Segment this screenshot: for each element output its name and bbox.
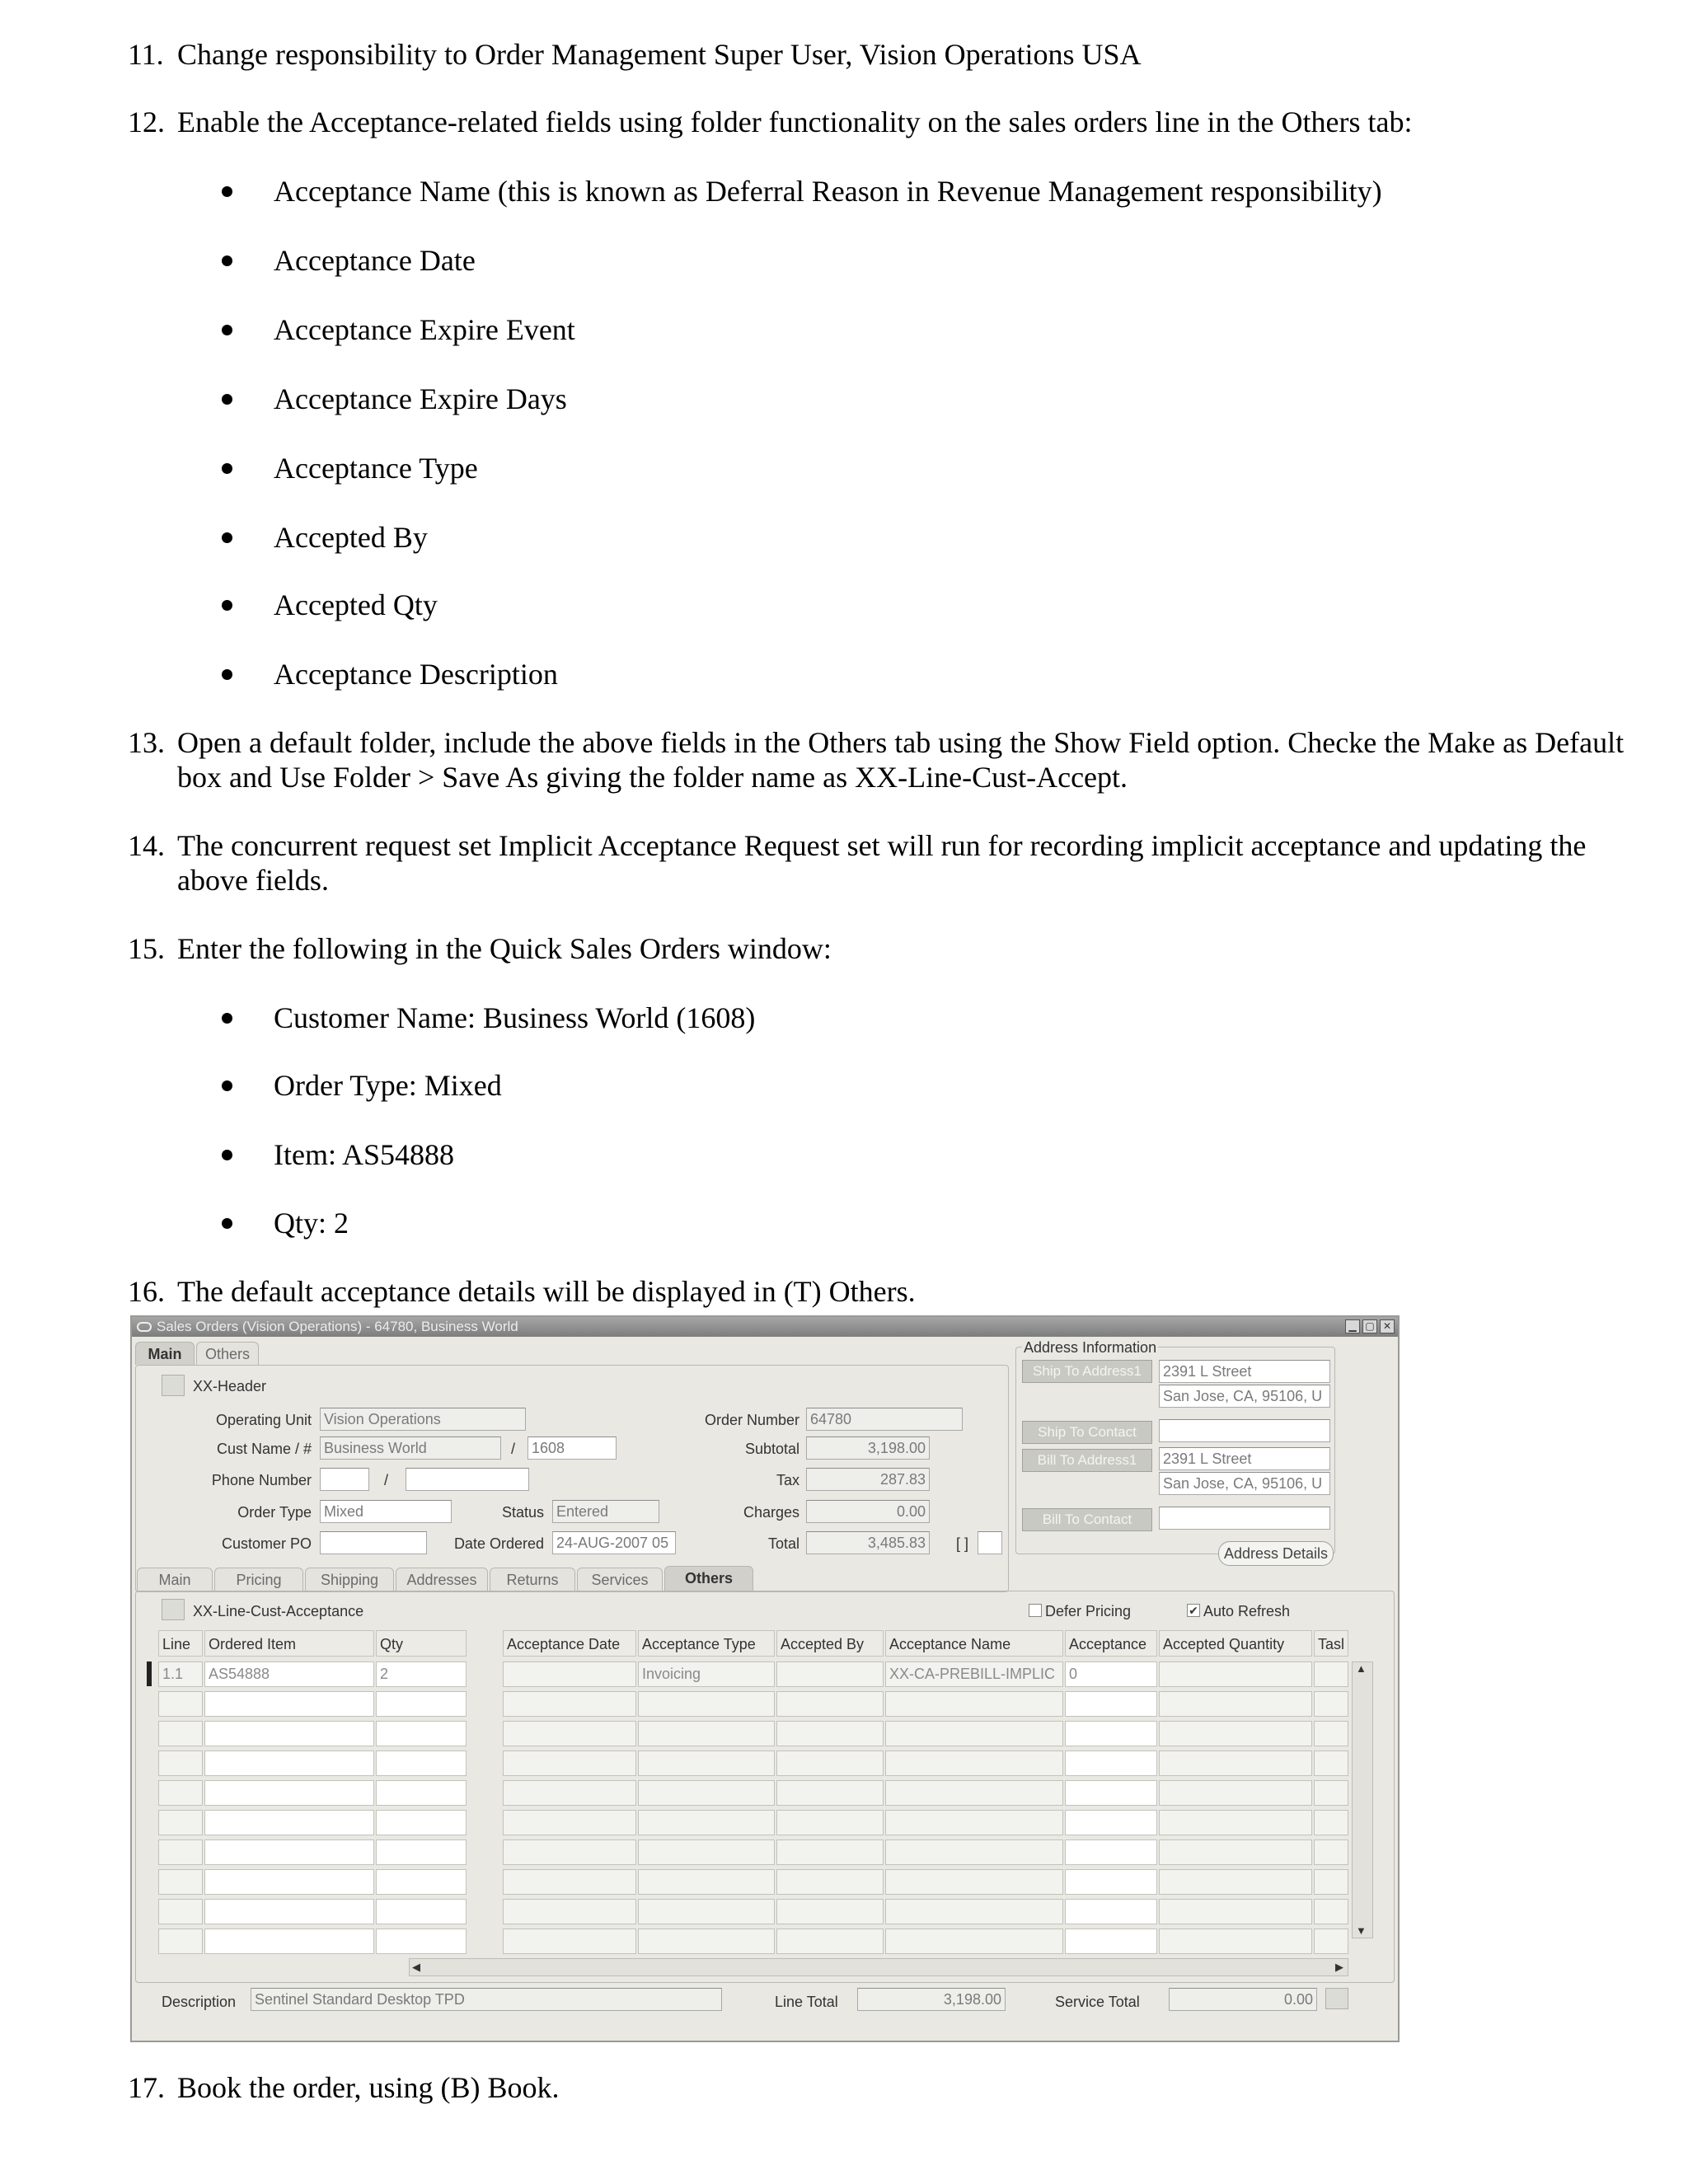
step-text: Enable the Acceptance-related fields using folder functionality on the sales orders line in the Others tab: xyxy=(177,105,1413,138)
sales-orders-window xyxy=(130,1315,1400,2042)
cell-qty[interactable] xyxy=(376,1810,467,1835)
order-number-field[interactable]: 64780 xyxy=(806,1408,963,1431)
step-15 xyxy=(128,931,1636,966)
column-header-qty[interactable]: Qty xyxy=(376,1630,467,1657)
cell-tasks[interactable] xyxy=(1314,1840,1348,1865)
status-label: Status xyxy=(501,1504,544,1521)
auto-refresh-label: Auto Refresh xyxy=(1203,1603,1291,1619)
ship-to-contact-button[interactable]: Ship To Contact xyxy=(1022,1421,1152,1444)
cell-acceptance-date[interactable] xyxy=(503,1810,636,1835)
tab-main[interactable]: Main xyxy=(135,1342,195,1365)
cell-acceptance[interactable] xyxy=(1065,1750,1157,1776)
phone-area-field[interactable] xyxy=(320,1468,369,1491)
cell-qty[interactable] xyxy=(376,1840,467,1865)
cell-acceptance-name[interactable] xyxy=(885,1750,1063,1776)
bullet-icon xyxy=(222,1218,232,1229)
step-text: The concurrent request set Implicit Acceptance Request set will run for recording implicit acceptance and updating the above fields. xyxy=(177,829,1587,897)
operating-unit-label: Operating Unit xyxy=(215,1412,312,1428)
ship-to-address-button[interactable]: Ship To Address1 xyxy=(1022,1360,1152,1383)
cell-tasks[interactable] xyxy=(1314,1721,1348,1746)
step-text: Open a default folder, include the above fields in the Others tab using the Show Field option. Checke the Make as Default box and Use Folder > Save As giving the folder name as XX-Line-Cust-Accept. xyxy=(177,726,1625,794)
cell-qty[interactable] xyxy=(376,1899,467,1924)
cell-acceptance[interactable] xyxy=(1065,1691,1157,1717)
cell-acceptance-type[interactable] xyxy=(638,1929,775,1954)
total-field[interactable]: 3,485.83 xyxy=(806,1531,930,1554)
line-total-label: Line Total xyxy=(775,1994,838,2010)
date-ordered-field[interactable]: 24-AUG-2007 05 xyxy=(552,1531,676,1554)
cell-accepted-by[interactable] xyxy=(776,1750,884,1776)
cell-acceptance-name[interactable] xyxy=(885,1691,1063,1717)
cell-tasks[interactable] xyxy=(1314,1750,1348,1776)
cell-acceptance-name[interactable] xyxy=(885,1869,1063,1895)
step-number: 15. xyxy=(128,932,165,965)
cell-ordered-item[interactable] xyxy=(204,1810,374,1835)
step-number: 13. xyxy=(128,726,165,759)
cell-acceptance-type[interactable] xyxy=(638,1869,775,1895)
tab-line-shipping[interactable]: Shipping xyxy=(305,1568,394,1591)
tools-icon[interactable] xyxy=(1325,1988,1348,2009)
customer-po-field[interactable] xyxy=(320,1531,427,1554)
vertical-scrollbar[interactable] xyxy=(1352,1661,1373,1938)
cell-acceptance-name[interactable]: XX-CA-PREBILL-IMPLIC xyxy=(885,1661,1063,1687)
step-number: 14. xyxy=(128,829,165,862)
cell-ordered-item[interactable] xyxy=(204,1869,374,1895)
step-13 xyxy=(128,725,1636,794)
cell-line[interactable] xyxy=(158,1721,203,1746)
cell-accepted-quantity[interactable] xyxy=(1159,1691,1312,1717)
separator-slash: / xyxy=(511,1441,516,1457)
header-folder-name: XX-Header xyxy=(193,1378,267,1394)
step-12 xyxy=(128,105,1636,139)
step-number: 17. xyxy=(128,2071,165,2104)
phone-number-field[interactable] xyxy=(406,1468,529,1491)
cell-accepted-by[interactable] xyxy=(776,1869,884,1895)
bill-to-contact-field[interactable] xyxy=(1159,1507,1330,1530)
cell-accepted-quantity[interactable] xyxy=(1159,1661,1312,1687)
total-label: Total xyxy=(767,1535,799,1552)
cell-acceptance-date[interactable] xyxy=(503,1869,636,1895)
tab-others[interactable]: Others xyxy=(196,1342,259,1365)
column-header-line[interactable]: Line xyxy=(158,1630,203,1657)
cell-acceptance-type[interactable] xyxy=(638,1721,775,1746)
cell-qty[interactable] xyxy=(376,1780,467,1806)
service-total-label: Service Total xyxy=(1055,1994,1140,2010)
customer-po-label: Customer PO xyxy=(221,1535,312,1552)
phone-number-label: Phone Number xyxy=(211,1472,312,1488)
cell-line[interactable] xyxy=(158,1691,203,1717)
bullet-icon xyxy=(222,255,232,266)
operating-unit-field[interactable]: Vision Operations xyxy=(320,1408,526,1431)
window-icon xyxy=(137,1322,152,1332)
address-information-label: Address Information xyxy=(1022,1337,1158,1358)
bullet-icon xyxy=(222,669,232,680)
ship-to-address-line1[interactable]: 2391 L Street xyxy=(1159,1360,1330,1383)
date-ordered-label: Date Ordered xyxy=(453,1535,544,1552)
cell-acceptance[interactable] xyxy=(1065,1869,1157,1895)
customer-number-field[interactable]: 1608 xyxy=(528,1436,617,1460)
cell-accepted-by[interactable] xyxy=(776,1661,884,1687)
cell-acceptance[interactable] xyxy=(1065,1899,1157,1924)
charges-field[interactable]: 0.00 xyxy=(806,1500,930,1523)
column-header-acceptance-date[interactable]: Acceptance Date xyxy=(503,1630,636,1657)
tab-line-others[interactable]: Others xyxy=(664,1566,753,1591)
scroll-up-icon[interactable]: ▲ xyxy=(1356,1662,1367,1675)
cell-acceptance-date[interactable] xyxy=(503,1721,636,1746)
step-text: The default acceptance details will be displayed in (T) Others. xyxy=(177,1275,916,1308)
order-type-field[interactable]: Mixed xyxy=(320,1500,452,1523)
cell-line[interactable] xyxy=(158,1929,203,1954)
cell-acceptance-date[interactable] xyxy=(503,1691,636,1717)
tab-line-services[interactable]: Services xyxy=(577,1568,663,1591)
step-text: Change responsibility to Order Management Super User, Vision Operations USA xyxy=(177,38,1142,71)
status-field[interactable]: Entered xyxy=(552,1500,659,1523)
tab-line-pricing[interactable]: Pricing xyxy=(214,1568,303,1591)
bullet-icon xyxy=(222,532,232,543)
cell-acceptance-type[interactable] xyxy=(638,1840,775,1865)
step-16 xyxy=(128,1274,1636,1309)
cell-accepted-quantity[interactable] xyxy=(1159,1750,1312,1776)
column-header-acceptance-type[interactable]: Acceptance Type xyxy=(638,1630,775,1657)
cell-accepted-quantity[interactable] xyxy=(1159,1721,1312,1746)
line-folder-name: XX-Line-Cust-Acceptance xyxy=(193,1603,364,1619)
subtotal-field[interactable]: 3,198.00 xyxy=(806,1436,930,1460)
cell-accepted-quantity[interactable] xyxy=(1159,1899,1312,1924)
cell-line[interactable] xyxy=(158,1780,203,1806)
cell-tasks[interactable] xyxy=(1314,1661,1348,1687)
folder-icon[interactable] xyxy=(162,1599,185,1620)
cell-accepted-by[interactable] xyxy=(776,1929,884,1954)
cell-acceptance-name[interactable] xyxy=(885,1840,1063,1865)
column-header-accepted-quantity[interactable]: Accepted Quantity xyxy=(1159,1630,1312,1657)
cell-qty[interactable] xyxy=(376,1869,467,1895)
address-details-button[interactable]: Address Details xyxy=(1218,1541,1334,1566)
scroll-right-icon[interactable]: ▶ xyxy=(1335,1961,1343,1973)
window-title: Sales Orders (Vision Operations) - 64780, Business World xyxy=(132,1317,1398,1337)
cell-ordered-item[interactable] xyxy=(204,1721,374,1746)
cell-acceptance[interactable] xyxy=(1065,1929,1157,1954)
cell-line[interactable] xyxy=(158,1840,203,1865)
horizontal-scrollbar[interactable] xyxy=(409,1958,1348,1976)
cell-line[interactable] xyxy=(158,1750,203,1776)
cell-accepted-by[interactable] xyxy=(776,1840,884,1865)
step-number: 12. xyxy=(128,105,165,138)
cell-accepted-by[interactable] xyxy=(776,1721,884,1746)
bill-to-address-line2[interactable]: San Jose, CA, 95106, U xyxy=(1159,1472,1330,1495)
cell-accepted-by[interactable] xyxy=(776,1810,884,1835)
cell-ordered-item[interactable]: AS54888 xyxy=(204,1661,374,1687)
minimize-icon[interactable]: ▁ xyxy=(1345,1319,1360,1333)
cell-tasks[interactable] xyxy=(1314,1780,1348,1806)
tab-line-returns[interactable]: Returns xyxy=(490,1568,575,1591)
step-14 xyxy=(128,828,1636,898)
service-total-field[interactable]: 0.00 xyxy=(1169,1988,1317,2011)
tax-label: Tax xyxy=(776,1472,799,1488)
order-number-label: Order Number xyxy=(704,1412,799,1428)
cell-line[interactable]: 1.1 xyxy=(158,1661,203,1687)
cell-accepted-quantity[interactable] xyxy=(1159,1840,1312,1865)
cell-line[interactable] xyxy=(158,1869,203,1895)
cell-acceptance-type[interactable] xyxy=(638,1780,775,1806)
cell-acceptance[interactable]: 0 xyxy=(1065,1661,1157,1687)
defer-pricing-checkbox[interactable] xyxy=(1029,1604,1042,1617)
cell-accepted-quantity[interactable] xyxy=(1159,1810,1312,1835)
bullet-icon xyxy=(222,1150,232,1160)
column-header-tasks[interactable]: Tasl xyxy=(1314,1630,1348,1657)
bullet-icon xyxy=(222,186,232,197)
separator-slash: / xyxy=(384,1472,389,1488)
bill-to-address-line1[interactable]: 2391 L Street xyxy=(1159,1447,1330,1470)
charges-label: Charges xyxy=(743,1504,799,1521)
cell-tasks[interactable] xyxy=(1314,1899,1348,1924)
cell-acceptance[interactable] xyxy=(1065,1840,1157,1865)
cell-accepted-quantity[interactable] xyxy=(1159,1929,1312,1954)
scroll-down-icon[interactable]: ▼ xyxy=(1356,1924,1367,1937)
indicator-field[interactable] xyxy=(978,1531,1002,1554)
scroll-left-icon[interactable]: ◀ xyxy=(412,1961,420,1973)
tab-line-main[interactable]: Main xyxy=(137,1568,213,1591)
cell-qty[interactable] xyxy=(376,1929,467,1954)
step-text: Enter the following in the Quick Sales Orders window: xyxy=(177,932,832,965)
folder-icon[interactable] xyxy=(162,1375,185,1396)
cell-acceptance-name[interactable] xyxy=(885,1929,1063,1954)
tab-line-addresses[interactable]: Addresses xyxy=(396,1568,488,1591)
cell-tasks[interactable] xyxy=(1314,1929,1348,1954)
cell-acceptance-date[interactable] xyxy=(503,1750,636,1776)
bullet-icon xyxy=(222,394,232,405)
description-label: Description xyxy=(162,1994,237,2010)
cell-acceptance-name[interactable] xyxy=(885,1810,1063,1835)
cell-acceptance-name[interactable] xyxy=(885,1721,1063,1746)
cell-ordered-item[interactable] xyxy=(204,1691,374,1717)
current-record-indicator xyxy=(147,1661,152,1686)
close-icon[interactable]: ✕ xyxy=(1380,1319,1395,1333)
cell-accepted-by[interactable] xyxy=(776,1780,884,1806)
column-header-ordered-item[interactable]: Ordered Item xyxy=(204,1630,374,1657)
cell-line[interactable] xyxy=(158,1810,203,1835)
defer-pricing-label: Defer Pricing xyxy=(1045,1603,1132,1619)
cell-ordered-item[interactable] xyxy=(204,1899,374,1924)
bill-to-address-button[interactable]: Bill To Address1 xyxy=(1022,1449,1152,1472)
step-11 xyxy=(128,37,1636,72)
cell-qty[interactable]: 2 xyxy=(376,1661,467,1687)
cell-acceptance-date[interactable] xyxy=(503,1780,636,1806)
cell-acceptance-type[interactable] xyxy=(638,1810,775,1835)
cell-acceptance[interactable] xyxy=(1065,1810,1157,1835)
cell-acceptance[interactable] xyxy=(1065,1780,1157,1806)
cell-ordered-item[interactable] xyxy=(204,1750,374,1776)
cell-tasks[interactable] xyxy=(1314,1691,1348,1717)
tax-field[interactable]: 287.83 xyxy=(806,1468,930,1491)
cell-acceptance-type[interactable]: Invoicing xyxy=(638,1661,775,1687)
cell-tasks[interactable] xyxy=(1314,1869,1348,1895)
cell-qty[interactable] xyxy=(376,1750,467,1776)
cell-ordered-item[interactable] xyxy=(204,1840,374,1865)
cell-acceptance-name[interactable] xyxy=(885,1899,1063,1924)
customer-name-field[interactable]: Business World xyxy=(320,1436,501,1460)
cell-line[interactable] xyxy=(158,1899,203,1924)
step-17 xyxy=(128,2070,1636,2105)
order-type-label: Order Type xyxy=(237,1504,312,1521)
cell-acceptance-type[interactable] xyxy=(638,1899,775,1924)
cell-qty[interactable] xyxy=(376,1691,467,1717)
column-header-acceptance[interactable]: Acceptance xyxy=(1065,1630,1157,1657)
line-total-field[interactable]: 3,198.00 xyxy=(857,1988,1006,2011)
cell-acceptance-type[interactable] xyxy=(638,1691,775,1717)
step-number: 11. xyxy=(128,38,164,71)
column-header-acceptance-name[interactable]: Acceptance Name xyxy=(885,1630,1063,1657)
bill-to-contact-button[interactable]: Bill To Contact xyxy=(1022,1508,1152,1531)
cell-qty[interactable] xyxy=(376,1721,467,1746)
bullet-icon xyxy=(222,1080,232,1091)
cell-accepted-quantity[interactable] xyxy=(1159,1780,1312,1806)
step-number: 16. xyxy=(128,1275,165,1308)
cell-accepted-by[interactable] xyxy=(776,1691,884,1717)
cell-ordered-item[interactable] xyxy=(204,1929,374,1954)
ship-to-contact-field[interactable] xyxy=(1159,1419,1330,1442)
ship-to-address-line2[interactable]: San Jose, CA, 95106, U xyxy=(1159,1385,1330,1408)
auto-refresh-checkbox[interactable]: ✔ xyxy=(1187,1604,1200,1617)
column-header-accepted-by[interactable]: Accepted By xyxy=(776,1630,884,1657)
cell-acceptance-date[interactable] xyxy=(503,1661,636,1687)
bullet-icon xyxy=(222,463,232,474)
cust-name-label: Cust Name / # xyxy=(216,1441,312,1457)
cell-acceptance[interactable] xyxy=(1065,1721,1157,1746)
cell-ordered-item[interactable] xyxy=(204,1780,374,1806)
cell-tasks[interactable] xyxy=(1314,1810,1348,1835)
cell-acceptance-date[interactable] xyxy=(503,1899,636,1924)
brackets-indicator: [ ] xyxy=(956,1535,969,1552)
step-text: Book the order, using (B) Book. xyxy=(177,2071,560,2104)
cell-accepted-by[interactable] xyxy=(776,1899,884,1924)
bullet-icon xyxy=(222,325,232,335)
description-field[interactable]: Sentinel Standard Desktop TPD xyxy=(251,1988,722,2011)
cell-acceptance-name[interactable] xyxy=(885,1780,1063,1806)
bullet-icon xyxy=(222,600,232,611)
subtotal-label: Subtotal xyxy=(744,1441,799,1457)
cell-acceptance-type[interactable] xyxy=(638,1750,775,1776)
maximize-icon[interactable]: ▢ xyxy=(1362,1319,1377,1333)
bullet-icon xyxy=(222,1013,232,1024)
cell-acceptance-date[interactable] xyxy=(503,1840,636,1865)
cell-accepted-quantity[interactable] xyxy=(1159,1869,1312,1895)
cell-acceptance-date[interactable] xyxy=(503,1929,636,1954)
